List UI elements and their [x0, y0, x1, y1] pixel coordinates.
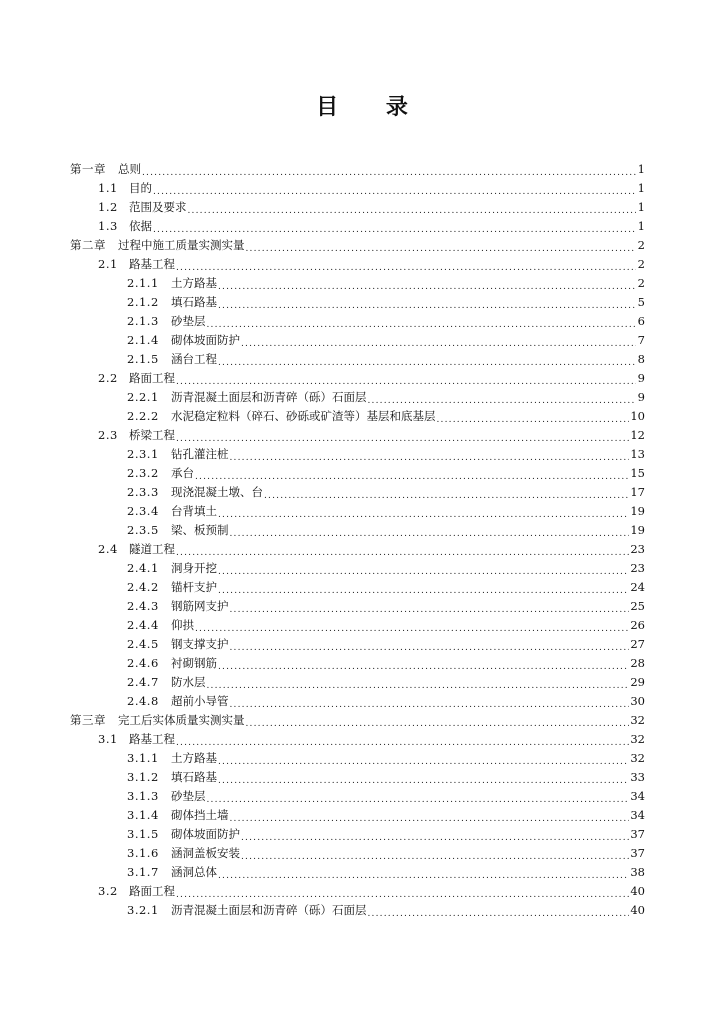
- toc-entry[interactable]: [0, 844, 724, 863]
- toc-entry-page-number: 2: [637, 276, 645, 290]
- toc-entry-number: 3.1: [98, 732, 118, 746]
- toc-entry-label: 范围及要求: [129, 200, 187, 214]
- toc-entry[interactable]: [0, 559, 724, 578]
- toc-entry-page-number: 1: [637, 162, 645, 176]
- toc-entry-label: 防水层: [171, 675, 206, 689]
- toc-entry-label: 仰拱: [171, 618, 194, 632]
- toc-entry-label: 砂垫层: [171, 314, 206, 328]
- toc-entry-number: 3.2: [98, 884, 118, 898]
- toc-entry-page-number: 10: [630, 409, 645, 423]
- toc-entry-number: 3.1.3: [127, 789, 159, 803]
- toc-entry-page-number: 32: [630, 713, 645, 727]
- toc-dot-leader: [218, 863, 629, 882]
- toc-entry-page-number: 29: [630, 675, 645, 689]
- toc-dot-leader: [230, 806, 630, 825]
- toc-dot-leader: [264, 483, 629, 502]
- toc-entry-number: 2.4.4: [127, 618, 159, 632]
- toc-entry-page-number: 33: [630, 770, 645, 784]
- toc-entry-page-number: 40: [630, 884, 645, 898]
- toc-entry[interactable]: [0, 863, 724, 882]
- toc-entry-page-number: 17: [630, 485, 645, 499]
- toc-entry[interactable]: [0, 882, 724, 901]
- toc-entry-label: 承台: [171, 466, 194, 480]
- toc-entry[interactable]: [0, 654, 724, 673]
- toc-entry-number: 2.1.2: [127, 295, 159, 309]
- toc-entry-number: 2.4.2: [127, 580, 159, 594]
- toc-entry-label: 砌体坡面防护: [171, 333, 240, 347]
- toc-entry-label: 钻孔灌注桩: [171, 447, 229, 461]
- toc-entry-number: 2.4.8: [127, 694, 159, 708]
- toc-entry[interactable]: [0, 540, 724, 559]
- toc-entry-page-number: 28: [630, 656, 645, 670]
- toc-entry-label: 钢筋网支护: [171, 599, 229, 613]
- toc-dot-leader: [153, 179, 636, 198]
- toc-entry-page-number: 32: [630, 751, 645, 765]
- toc-entry-page-number: 2: [637, 238, 645, 252]
- toc-dot-leader: [230, 521, 630, 540]
- toc-entry[interactable]: [0, 293, 724, 312]
- page-title: 目 录: [316, 95, 428, 120]
- toc-entry-number: 3.1.2: [127, 770, 159, 784]
- toc-dot-leader: [207, 312, 637, 331]
- toc-entry[interactable]: [0, 730, 724, 749]
- toc-dot-leader: [176, 255, 636, 274]
- toc-entry[interactable]: [0, 388, 724, 407]
- toc-entry-label: 路面工程: [129, 371, 175, 385]
- toc-entry-number: 3.1.6: [127, 846, 159, 860]
- toc-entry-page-number: 30: [630, 694, 645, 708]
- toc-entry-label: 隧道工程: [129, 542, 175, 556]
- toc-entry-page-number: 23: [630, 561, 645, 575]
- toc-entry-page-number: 38: [630, 865, 645, 879]
- toc-entry-page-number: 6: [637, 314, 645, 328]
- toc-dot-leader: [218, 768, 629, 787]
- toc-entry[interactable]: [0, 901, 724, 920]
- toc-entry-page-number: 9: [637, 390, 645, 404]
- toc-entry-label: 填石路基: [171, 770, 217, 784]
- toc-entry[interactable]: [0, 711, 724, 730]
- toc-entry[interactable]: [0, 179, 724, 198]
- toc-dot-leader: [142, 160, 636, 179]
- toc-dot-leader: [246, 236, 637, 255]
- toc-dot-leader: [176, 730, 629, 749]
- toc-dot-leader: [195, 464, 629, 483]
- toc-entry-label: 涵洞总体: [171, 865, 217, 879]
- toc-entry-label: 砌体坡面防护: [171, 827, 240, 841]
- toc-entry-number: 3.1.1: [127, 751, 159, 765]
- toc-entry-label: 依据: [129, 219, 152, 233]
- toc-entry-page-number: 19: [630, 523, 645, 537]
- toc-entry-label: 路基工程: [129, 732, 175, 746]
- toc-entry-page-number: 27: [630, 637, 645, 651]
- toc-entry[interactable]: [0, 616, 724, 635]
- toc-entry[interactable]: [0, 369, 724, 388]
- toc-dot-leader: [218, 559, 629, 578]
- toc-dot-leader: [368, 901, 630, 920]
- toc-dot-leader: [368, 388, 637, 407]
- toc-entry-number: 2.3: [98, 428, 118, 442]
- toc-entry-number: 2.1.4: [127, 333, 159, 347]
- toc-entry-label: 沥青混凝土面层和沥青碎（砾）石面层: [171, 903, 367, 917]
- toc-entry-label: 路基工程: [129, 257, 175, 271]
- toc-entry-label: 总则: [118, 162, 141, 176]
- toc-entry-label: 洞身开挖: [171, 561, 217, 575]
- toc-entry-page-number: 1: [637, 181, 645, 195]
- toc-entry[interactable]: [0, 445, 724, 464]
- toc-entry-label: 目的: [129, 181, 152, 195]
- toc-entry-number: 第三章: [70, 713, 106, 727]
- toc-dot-leader: [230, 635, 630, 654]
- toc-dot-leader: [218, 274, 636, 293]
- toc-entry-number: 2.3.1: [127, 447, 159, 461]
- toc-entry-label: 衬砌钢筋: [171, 656, 217, 670]
- toc-entry-page-number: 25: [630, 599, 645, 613]
- toc-entry[interactable]: [0, 407, 724, 426]
- toc-entry-page-number: 12: [630, 428, 645, 442]
- toc-entry-number: 3.1.5: [127, 827, 159, 841]
- toc-entry-number: 3.1.7: [127, 865, 159, 879]
- table-of-contents: [0, 160, 724, 920]
- toc-dot-leader: [195, 616, 629, 635]
- toc-entry[interactable]: [0, 768, 724, 787]
- toc-entry-number: 2.3.5: [127, 523, 159, 537]
- toc-entry-number: 3.2.1: [127, 903, 159, 917]
- toc-dot-leader: [176, 426, 629, 445]
- toc-entry-page-number: 9: [637, 371, 645, 385]
- toc-entry[interactable]: [0, 806, 724, 825]
- toc-entry[interactable]: [0, 521, 724, 540]
- toc-entry-page-number: 34: [630, 789, 645, 803]
- toc-entry-label: 锚杆支护: [171, 580, 217, 594]
- toc-entry[interactable]: [0, 578, 724, 597]
- toc-entry-number: 2.4.3: [127, 599, 159, 613]
- toc-entry-page-number: 37: [630, 827, 645, 841]
- toc-entry-number: 2.1.3: [127, 314, 159, 328]
- toc-dot-leader: [176, 882, 629, 901]
- toc-entry-page-number: 2: [637, 257, 645, 271]
- toc-entry-number: 2.1: [98, 257, 118, 271]
- toc-entry-page-number: 40: [630, 903, 645, 917]
- toc-entry-page-number: 34: [630, 808, 645, 822]
- toc-entry-label: 土方路基: [171, 276, 217, 290]
- toc-entry[interactable]: [0, 483, 724, 502]
- toc-entry-number: 1.1: [98, 181, 118, 195]
- toc-entry-number: 2.4.6: [127, 656, 159, 670]
- toc-entry[interactable]: [0, 217, 724, 236]
- toc-entry[interactable]: [0, 198, 724, 217]
- toc-dot-leader: [188, 198, 637, 217]
- toc-entry-page-number: 37: [630, 846, 645, 860]
- toc-entry-number: 2.4.5: [127, 637, 159, 651]
- toc-dot-leader: [218, 293, 636, 312]
- toc-entry-label: 超前小导管: [171, 694, 229, 708]
- toc-entry-number: 2.2.1: [127, 390, 159, 404]
- toc-entry[interactable]: [0, 236, 724, 255]
- toc-dot-leader: [241, 844, 629, 863]
- toc-entry-label: 砂垫层: [171, 789, 206, 803]
- toc-entry-page-number: 32: [630, 732, 645, 746]
- toc-entry-number: 第一章: [70, 162, 106, 176]
- toc-dot-leader: [246, 711, 630, 730]
- toc-entry-number: 2.2.2: [127, 409, 159, 423]
- toc-entry[interactable]: [0, 673, 724, 692]
- toc-entry-page-number: 26: [630, 618, 645, 632]
- toc-entry-number: 第二章: [70, 238, 106, 252]
- toc-entry-number: 2.3.4: [127, 504, 159, 518]
- toc-entry-number: 2.4.7: [127, 675, 159, 689]
- toc-entry[interactable]: [0, 749, 724, 768]
- toc-dot-leader: [218, 350, 636, 369]
- toc-entry-number: 2.4: [98, 542, 118, 556]
- toc-entry-label: 涵洞盖板安装: [171, 846, 240, 860]
- toc-dot-leader: [241, 331, 636, 350]
- toc-entry-page-number: 7: [637, 333, 645, 347]
- toc-entry-number: 1.2: [98, 200, 118, 214]
- toc-entry-label: 砌体挡土墙: [171, 808, 229, 822]
- toc-entry[interactable]: [0, 350, 724, 369]
- toc-entry-label: 沥青混凝土面层和沥青碎（砾）石面层: [171, 390, 367, 404]
- toc-dot-leader: [176, 540, 629, 559]
- toc-entry[interactable]: [0, 464, 724, 483]
- toc-dot-leader: [218, 654, 629, 673]
- toc-entry-page-number: 1: [637, 200, 645, 214]
- toc-dot-leader: [230, 445, 630, 464]
- toc-entry[interactable]: [0, 635, 724, 654]
- toc-entry[interactable]: [0, 825, 724, 844]
- toc-dot-leader: [218, 578, 629, 597]
- toc-entry-label: 过程中施工质量实测实量: [118, 238, 245, 252]
- toc-entry-label: 填石路基: [171, 295, 217, 309]
- toc-entry-number: 2.2: [98, 371, 118, 385]
- toc-entry[interactable]: [0, 787, 724, 806]
- toc-entry-number: 2.3.3: [127, 485, 159, 499]
- toc-entry-page-number: 1: [637, 219, 645, 233]
- toc-entry[interactable]: [0, 502, 724, 521]
- toc-entry-label: 涵台工程: [171, 352, 217, 366]
- toc-entry-number: 2.3.2: [127, 466, 159, 480]
- toc-entry-label: 桥梁工程: [129, 428, 175, 442]
- toc-entry-page-number: 5: [637, 295, 645, 309]
- toc-entry[interactable]: [0, 160, 724, 179]
- toc-entry-page-number: 19: [630, 504, 645, 518]
- toc-entry-page-number: 24: [630, 580, 645, 594]
- toc-dot-leader: [218, 502, 629, 521]
- toc-dot-leader: [153, 217, 636, 236]
- toc-entry-page-number: 8: [637, 352, 645, 366]
- toc-entry-label: 台背填土: [171, 504, 217, 518]
- toc-entry-page-number: 15: [630, 466, 645, 480]
- toc-entry-label: 现浇混凝土墩、台: [171, 485, 263, 499]
- toc-entry[interactable]: [0, 426, 724, 445]
- toc-entry-number: 2.4.1: [127, 561, 159, 575]
- toc-entry[interactable]: [0, 597, 724, 616]
- toc-entry[interactable]: [0, 312, 724, 331]
- toc-dot-leader: [241, 825, 629, 844]
- toc-dot-leader: [230, 597, 630, 616]
- toc-dot-leader: [218, 749, 629, 768]
- toc-entry-number: 2.1.1: [127, 276, 159, 290]
- toc-entry[interactable]: [0, 331, 724, 350]
- toc-dot-leader: [207, 673, 630, 692]
- toc-dot-leader: [230, 692, 630, 711]
- toc-entry[interactable]: [0, 255, 724, 274]
- toc-entry-label: 路面工程: [129, 884, 175, 898]
- toc-entry[interactable]: [0, 274, 724, 293]
- toc-entry-number: 3.1.4: [127, 808, 159, 822]
- toc-entry[interactable]: [0, 692, 724, 711]
- toc-entry-label: 完工后实体质量实测实量: [118, 713, 245, 727]
- toc-dot-leader: [437, 407, 630, 426]
- toc-entry-label: 水泥稳定粒料（碎石、砂砾或矿渣等）基层和底基层: [171, 409, 436, 423]
- toc-entry-page-number: 13: [630, 447, 645, 461]
- toc-entry-label: 钢支撑支护: [171, 637, 229, 651]
- toc-dot-leader: [176, 369, 636, 388]
- toc-entry-number: 1.3: [98, 219, 118, 233]
- toc-entry-page-number: 23: [630, 542, 645, 556]
- toc-entry-number: 2.1.5: [127, 352, 159, 366]
- toc-entry-label: 梁、板预制: [171, 523, 229, 537]
- toc-entry-label: 土方路基: [171, 751, 217, 765]
- toc-dot-leader: [207, 787, 630, 806]
